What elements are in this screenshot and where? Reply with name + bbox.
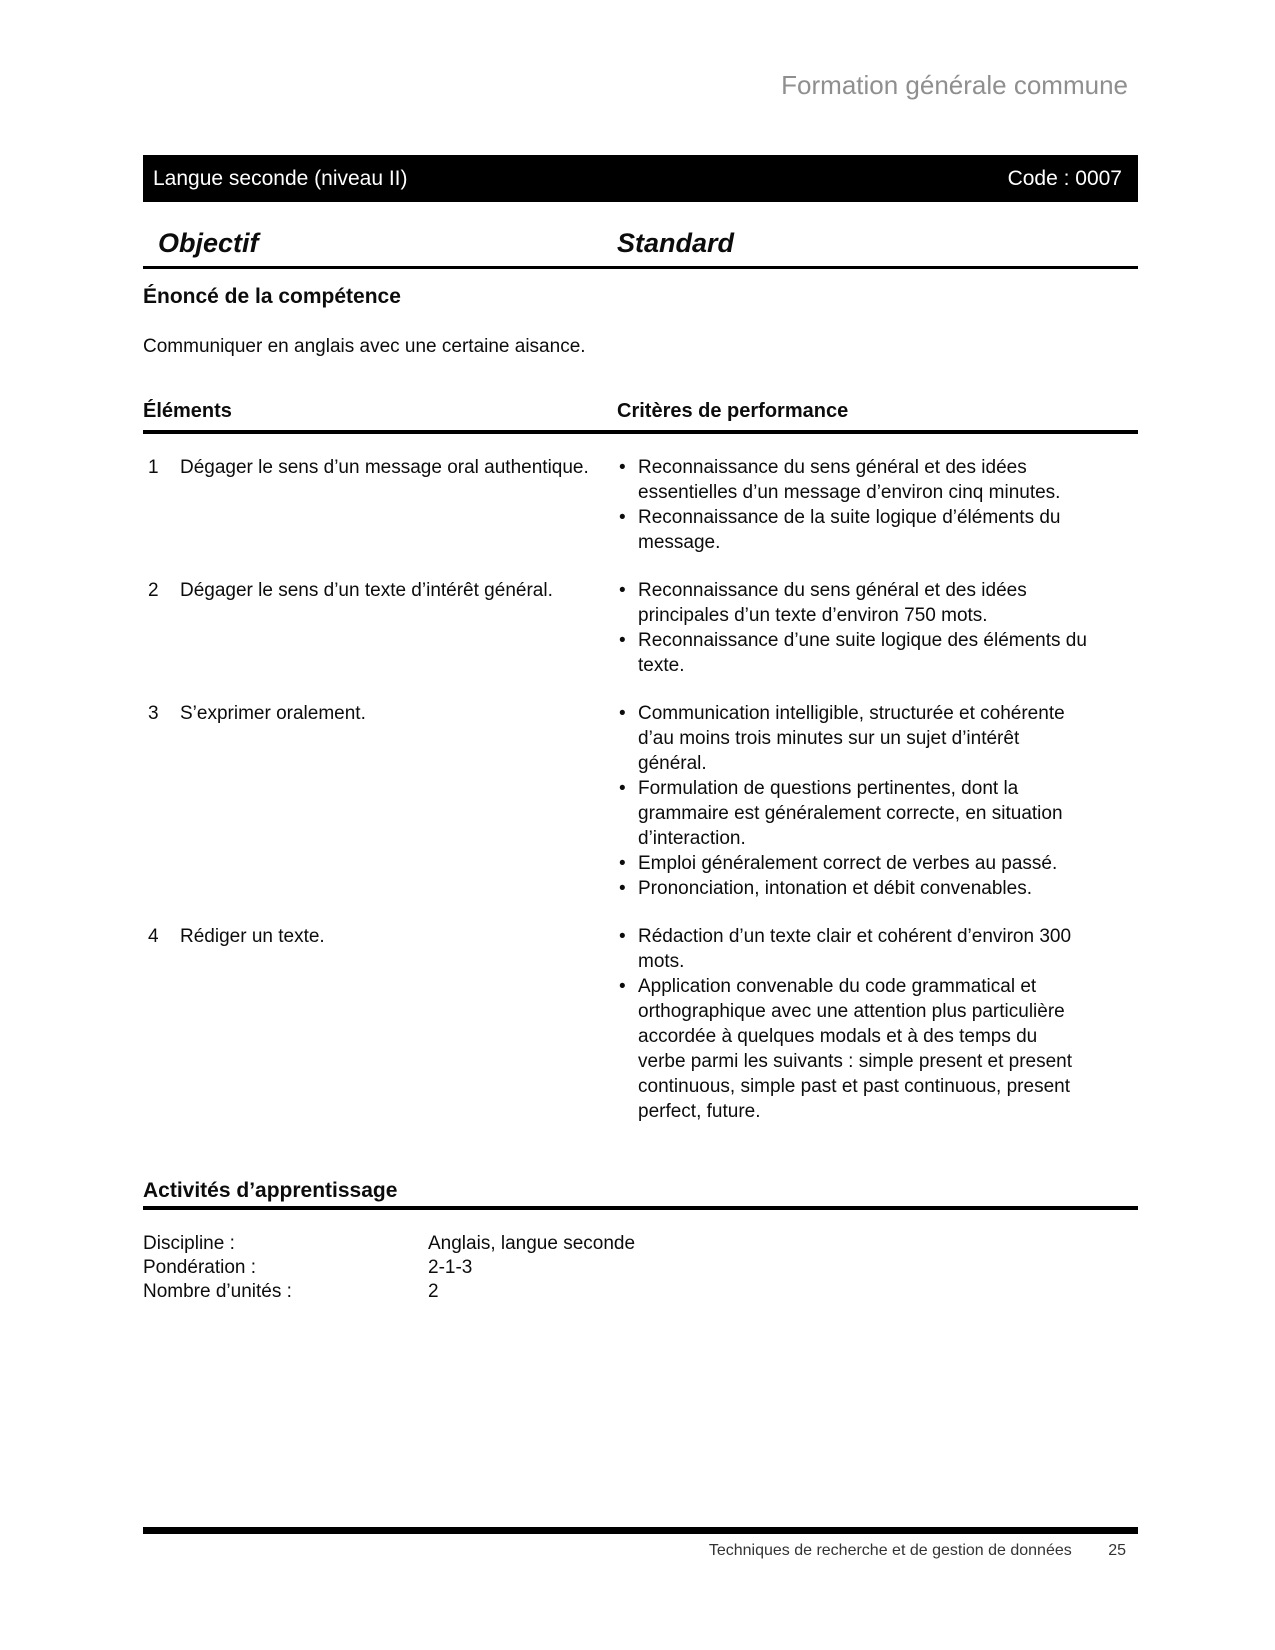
element-number: 4 xyxy=(148,926,159,947)
criteria-text: Formulation de questions pertinentes, dont la grammaire est généralement correcte, en situation d’interaction. xyxy=(638,778,1063,849)
criteria-list xyxy=(617,924,1087,1124)
criteria-cell xyxy=(617,578,1087,678)
footer-divider xyxy=(143,1527,1138,1534)
activities-heading: Activités d’apprentissage xyxy=(143,1178,1138,1210)
element-text: Dégager le sens d’un texte d’intérêt général. xyxy=(180,580,553,601)
criteria-item xyxy=(617,851,1087,876)
criteres-column-header: Critères de performance xyxy=(617,400,849,422)
course-title-bar xyxy=(143,155,1138,202)
field-label: Discipline : xyxy=(143,1233,235,1254)
criteria-item xyxy=(617,505,1087,555)
bullet-icon: • xyxy=(619,580,626,601)
table-row xyxy=(143,455,1138,555)
table-row xyxy=(143,701,1138,901)
bullet-icon: • xyxy=(619,926,626,947)
element-text: Rédiger un texte. xyxy=(180,926,325,947)
criteria-text: Emploi généralement correct de verbes au passé. xyxy=(638,853,1058,874)
footer-document-title: Techniques de recherche et de gestion de données xyxy=(708,1542,1072,1559)
criteria-item xyxy=(617,924,1087,974)
criteria-text: Reconnaissance du sens général et des idées principales d’un texte d’environ 750 mots. xyxy=(638,580,1027,626)
field-label: Pondération : xyxy=(143,1257,257,1278)
element-cell xyxy=(143,455,617,555)
element-text: S’exprimer oralement. xyxy=(180,703,366,724)
element-cell xyxy=(143,578,617,678)
bullet-icon: • xyxy=(619,457,626,478)
field-value: Anglais, langue seconde xyxy=(428,1233,636,1254)
field-row-ponderation xyxy=(143,1256,1138,1280)
criteria-text: Reconnaissance de la suite logique d’éléments du message. xyxy=(638,507,1061,553)
criteria-text: Prononciation, intonation et débit convenables. xyxy=(638,878,1032,899)
competence-statement: Communiquer en anglais avec une certaine aisance. xyxy=(143,336,586,357)
criteria-text: Application convenable du code grammatical et orthographique avec une attention plus particulière accordée à quelques modals et à des temps du verbe parmi les suivants : simple present et present continuous, simple past et past continuous, present perfect, future. xyxy=(638,976,1073,1122)
criteria-text: Rédaction d’un texte clair et cohérent d’environ 300 mots. xyxy=(638,926,1072,972)
criteria-list xyxy=(617,701,1087,901)
criteria-text: Reconnaissance d’une suite logique des éléments du texte. xyxy=(638,630,1087,676)
element-number: 2 xyxy=(148,580,159,601)
table-row xyxy=(143,924,1138,1124)
course-title: Langue seconde (niveau II) xyxy=(153,166,408,190)
element-cell xyxy=(143,924,617,1124)
element-number: 1 xyxy=(148,457,159,478)
bullet-icon: • xyxy=(619,976,626,997)
criteria-item xyxy=(617,578,1087,628)
footer-page-number: 25 xyxy=(1108,1542,1126,1559)
criteria-cell xyxy=(617,455,1087,555)
page-footer xyxy=(143,1542,1138,1560)
standard-heading: Standard xyxy=(617,228,735,258)
criteria-text: Reconnaissance du sens général et des idées essentielles d’un message d’environ cinq minutes. xyxy=(638,457,1061,503)
criteria-item xyxy=(617,776,1087,851)
bullet-icon: • xyxy=(619,507,626,528)
field-value: 2-1-3 xyxy=(428,1257,473,1278)
bullet-icon: • xyxy=(619,878,626,899)
field-value: 2 xyxy=(428,1281,439,1302)
bullet-icon: • xyxy=(619,853,626,874)
element-text: Dégager le sens d’un message oral authentique. xyxy=(180,457,589,478)
table-header-row xyxy=(143,399,1138,434)
criteria-item xyxy=(617,876,1087,901)
objectif-heading: Objectif xyxy=(158,228,259,258)
criteria-text: Communication intelligible, structurée et cohérente d’au moins trois minutes sur un sujet d’intérêt général. xyxy=(638,703,1065,774)
criteria-list xyxy=(617,455,1087,555)
criteria-list xyxy=(617,578,1087,678)
field-row-discipline xyxy=(143,1232,1138,1256)
element-number: 3 xyxy=(148,703,159,724)
bullet-icon: • xyxy=(619,703,626,724)
bullet-icon: • xyxy=(619,630,626,651)
course-code: Code : 0007 xyxy=(1007,166,1122,190)
objectif-standard-header xyxy=(143,230,1138,269)
activities-fields xyxy=(143,1232,1138,1304)
criteria-cell xyxy=(617,701,1087,901)
field-row-unites xyxy=(143,1280,1138,1304)
criteria-cell xyxy=(617,924,1087,1124)
criteria-item xyxy=(617,974,1087,1124)
criteria-item xyxy=(617,455,1087,505)
element-cell xyxy=(143,701,617,901)
elements-criteria-table xyxy=(143,455,1138,1147)
program-note: Formation générale commune xyxy=(781,70,1128,100)
elements-column-header: Éléments xyxy=(143,400,232,422)
criteria-item xyxy=(617,628,1087,678)
bullet-icon: • xyxy=(619,778,626,799)
criteria-item xyxy=(617,701,1087,776)
competence-heading: Énoncé de la compétence xyxy=(143,285,401,308)
table-row xyxy=(143,578,1138,678)
field-label: Nombre d’unités : xyxy=(143,1281,292,1302)
